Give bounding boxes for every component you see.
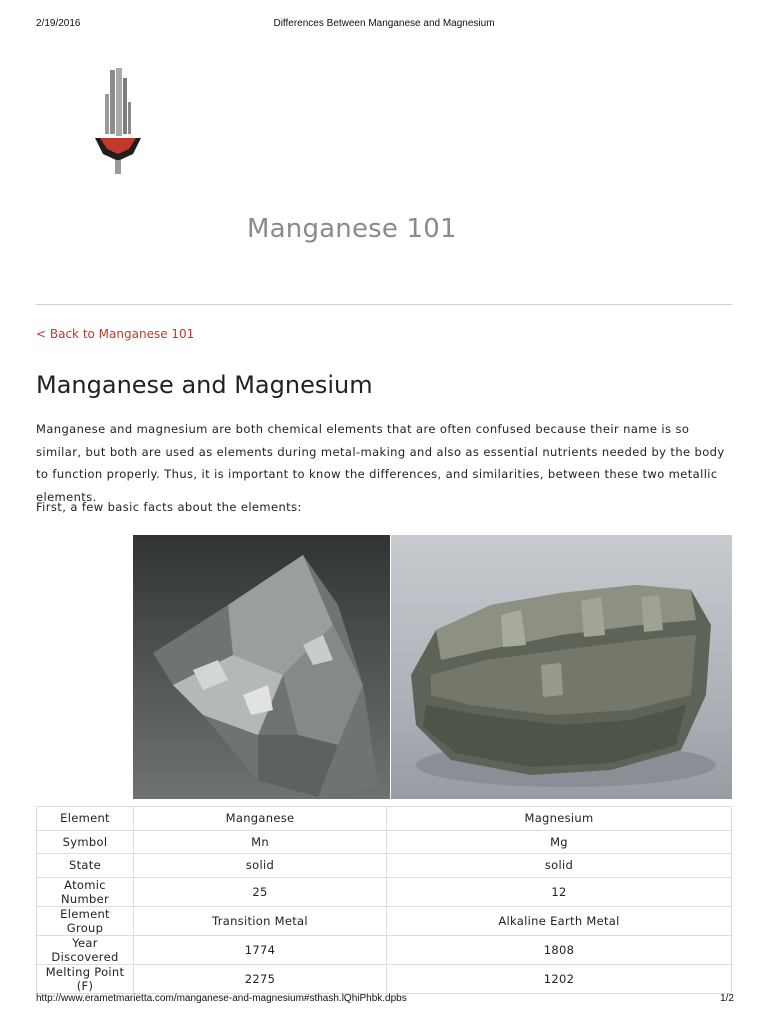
article-title: Manganese and Magnesium xyxy=(36,371,373,399)
article-lead: First, a few basic facts about the elements: xyxy=(36,500,302,514)
row-header-cell: Atomic Number xyxy=(37,877,134,906)
table-row xyxy=(37,854,732,878)
table-row xyxy=(37,906,732,935)
row-header-cell: State xyxy=(37,854,134,878)
magnesium-cell: 1202 xyxy=(387,964,732,993)
row-header-cell: Symbol xyxy=(37,830,134,854)
print-date: 2/19/2016 xyxy=(36,18,81,29)
table-row xyxy=(37,935,732,964)
manganese-cell: Mn xyxy=(134,830,387,854)
manganese-cell: 2275 xyxy=(134,964,387,993)
magnesium-cell: Alkaline Earth Metal xyxy=(387,906,732,935)
print-header xyxy=(0,18,768,32)
print-url: http://www.erametmarietta.com/manganese-and-magnesium#sthash.lQhiPhbk.dpbs xyxy=(36,993,407,1004)
row-header-cell: Element Group xyxy=(37,906,134,935)
magnesium-cell: Mg xyxy=(387,830,732,854)
row-header-cell: Year Discovered xyxy=(37,935,134,964)
manganese-cell: 25 xyxy=(134,877,387,906)
article-intro: Manganese and magnesium are both chemical elements that are often confused because their name is so similar, but both are used as elements during metal-making and also as essential nutrients needed by the body to function properly. Thus, it is important to know the differences, and similarities, between these two metallic elements. xyxy=(36,422,725,504)
element-facts-table xyxy=(36,806,732,994)
table-row xyxy=(37,830,732,854)
table-row xyxy=(37,807,732,831)
print-footer xyxy=(0,993,768,1007)
row-header-cell: Element xyxy=(37,807,134,831)
manganese-cell: 1774 xyxy=(134,935,387,964)
manganese-cell: Transition Metal xyxy=(134,906,387,935)
magnesium-cell: Magnesium xyxy=(387,807,732,831)
magnesium-cell: 12 xyxy=(387,877,732,906)
eramet-tower-logo-icon[interactable] xyxy=(92,68,144,174)
back-to-manganese-101-link[interactable]: < Back to Manganese 101 xyxy=(36,327,195,341)
magnesium-photo xyxy=(391,535,732,799)
table-row xyxy=(37,964,732,993)
print-page-number: 1/2 xyxy=(720,993,734,1004)
manganese-cell: solid xyxy=(134,854,387,878)
table-row xyxy=(37,877,732,906)
magnesium-cell: solid xyxy=(387,854,732,878)
magnesium-cell: 1808 xyxy=(387,935,732,964)
site-title: Manganese 101 xyxy=(247,214,457,244)
row-header-cell: Melting Point (F) xyxy=(37,964,134,993)
manganese-photo xyxy=(133,535,390,799)
print-page-title: Differences Between Manganese and Magnesium xyxy=(273,18,495,29)
manganese-cell: Manganese xyxy=(134,807,387,831)
header-divider xyxy=(36,304,732,305)
